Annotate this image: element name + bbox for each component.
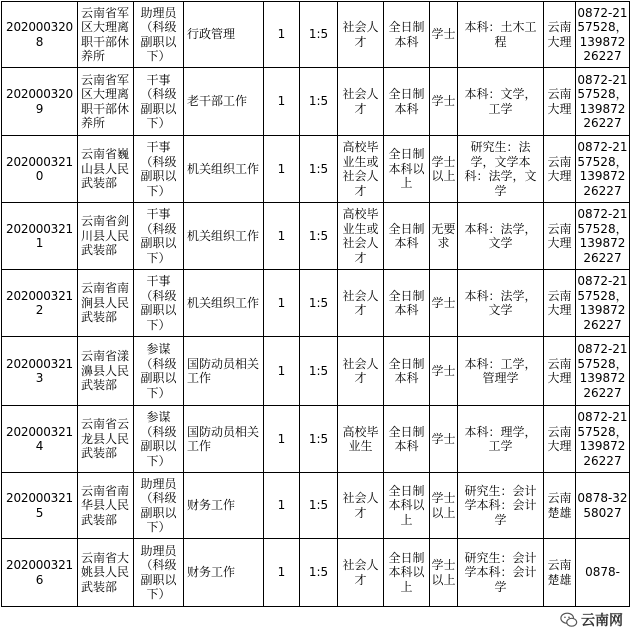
edu-cell: 全日制本科 (384, 203, 430, 270)
source-cell: 高校毕业生 (338, 406, 384, 473)
table-row (2, 203, 630, 270)
position-cell: 参谋（科级副职以下） (134, 406, 184, 473)
num-cell: 1 (264, 473, 300, 539)
degree-cell: 学士 (430, 68, 458, 136)
ratio-cell: 1:5 (300, 203, 338, 270)
major-cell: 本科：法学，文学 (458, 203, 544, 270)
degree-cell: 学士 (430, 2, 458, 68)
phone-cell: 0872-2157528，13987226227 (576, 406, 630, 473)
code-cell: 2020003209 (2, 68, 78, 136)
duty-cell: 机关组织工作 (184, 203, 264, 270)
major-cell: 研究生：会计学本科：会计学 (458, 473, 544, 539)
code-cell: 2020003210 (2, 136, 78, 203)
phone-cell: 0872-2157528，13987226227 (576, 136, 630, 203)
position-cell: 参谋（科级副职以下） (134, 337, 184, 406)
area-cell: 云南大理 (544, 270, 576, 337)
watermark-text: 云南网 (581, 613, 623, 629)
area-cell: 云南楚雄 (544, 473, 576, 539)
table-row (2, 2, 630, 68)
code-cell: 2020003212 (2, 270, 78, 337)
duty-cell: 机关组织工作 (184, 270, 264, 337)
position-cell: 干事（科级副职以下） (134, 203, 184, 270)
code-cell: 2020003208 (2, 2, 78, 68)
table-row (2, 473, 630, 539)
duty-cell: 财务工作 (184, 539, 264, 607)
phone-cell: 0872-2157528，13987226227 (576, 270, 630, 337)
code-cell: 2020003214 (2, 406, 78, 473)
degree-cell: 学士以上 (430, 136, 458, 203)
major-cell: 研究生：法学，文学本科：法学，文学 (458, 136, 544, 203)
phone-cell: 0872-2157528，13987226227 (576, 2, 630, 68)
edu-cell: 全日制本科以上 (384, 136, 430, 203)
edu-cell: 全日制本科以上 (384, 539, 430, 607)
area-cell: 云南大理 (544, 136, 576, 203)
unit-cell: 云南省巍山县人民武装部 (78, 136, 134, 203)
ratio-cell: 1:5 (300, 136, 338, 203)
num-cell: 1 (264, 203, 300, 270)
degree-cell: 学士 (430, 270, 458, 337)
ratio-cell: 1:5 (300, 2, 338, 68)
unit-cell: 云南省大姚县人民武装部 (78, 539, 134, 607)
phone-cell: 0872-2157528，13987226227 (576, 68, 630, 136)
unit-cell: 云南省军区大理离职干部休养所 (78, 2, 134, 68)
area-cell: 云南大理 (544, 203, 576, 270)
source-cell: 社会人才 (338, 473, 384, 539)
position-cell: 助理员（科级副职以下） (134, 473, 184, 539)
area-cell: 云南大理 (544, 2, 576, 68)
edu-cell: 全日制本科 (384, 2, 430, 68)
table-row (2, 539, 630, 607)
source-cell: 社会人才 (338, 337, 384, 406)
position-cell: 助理员（科级副职以下） (134, 539, 184, 607)
position-cell: 助理员（科级副职以下） (134, 2, 184, 68)
ratio-cell: 1:5 (300, 406, 338, 473)
source-cell: 高校毕业生或社会人才 (338, 136, 384, 203)
num-cell: 1 (264, 539, 300, 607)
area-cell: 云南大理 (544, 406, 576, 473)
edu-cell: 全日制本科 (384, 270, 430, 337)
phone-cell: 0872-2157528，13987226227 (576, 203, 630, 270)
table-row (2, 406, 630, 473)
degree-cell: 无要求 (430, 203, 458, 270)
code-cell: 2020003216 (2, 539, 78, 607)
ratio-cell: 1:5 (300, 68, 338, 136)
watermark (557, 609, 626, 631)
code-cell: 2020003213 (2, 337, 78, 406)
code-cell: 2020003215 (2, 473, 78, 539)
source-cell: 社会人才 (338, 68, 384, 136)
major-cell: 本科：文学，工学 (458, 68, 544, 136)
table-row (2, 337, 630, 406)
unit-cell: 云南省云龙县人民武装部 (78, 406, 134, 473)
num-cell: 1 (264, 2, 300, 68)
degree-cell: 学士以上 (430, 473, 458, 539)
phone-cell: 0878-3258027 (576, 473, 630, 539)
major-cell: 本科：工学，管理学 (458, 337, 544, 406)
num-cell: 1 (264, 68, 300, 136)
source-cell: 高校毕业生或社会人才 (338, 203, 384, 270)
ratio-cell: 1:5 (300, 270, 338, 337)
area-cell: 云南楚雄 (544, 539, 576, 607)
duty-cell: 老干部工作 (184, 68, 264, 136)
major-cell: 本科：法学，文学 (458, 270, 544, 337)
source-cell: 社会人才 (338, 270, 384, 337)
ratio-cell: 1:5 (300, 473, 338, 539)
phone-cell: 0878- (576, 539, 630, 607)
area-cell: 云南大理 (544, 68, 576, 136)
edu-cell: 全日制本科 (384, 406, 430, 473)
edu-cell: 全日制本科 (384, 68, 430, 136)
unit-cell: 云南省剑川县人民武装部 (78, 203, 134, 270)
recruitment-table (1, 1, 630, 607)
table-row (2, 270, 630, 337)
area-cell: 云南大理 (544, 337, 576, 406)
num-cell: 1 (264, 337, 300, 406)
major-cell: 本科：土木工程 (458, 2, 544, 68)
code-cell: 2020003211 (2, 203, 78, 270)
degree-cell: 学士以上 (430, 539, 458, 607)
num-cell: 1 (264, 406, 300, 473)
position-cell: 干事（科级副职以下） (134, 270, 184, 337)
num-cell: 1 (264, 270, 300, 337)
unit-cell: 云南省南华县人民武装部 (78, 473, 134, 539)
table-row (2, 136, 630, 203)
source-cell: 社会人才 (338, 2, 384, 68)
unit-cell: 云南省军区大理离职干部休养所 (78, 68, 134, 136)
degree-cell: 学士 (430, 406, 458, 473)
phone-cell: 0872-2157528，13987226227 (576, 337, 630, 406)
major-cell: 研究生：会计学本科：会计学 (458, 539, 544, 607)
unit-cell: 云南省漾濞县人民武装部 (78, 337, 134, 406)
position-cell: 干事（科级副职以下） (134, 136, 184, 203)
source-cell: 社会人才 (338, 539, 384, 607)
edu-cell: 全日制本科以上 (384, 473, 430, 539)
duty-cell: 国防动员相关工作 (184, 406, 264, 473)
unit-cell: 云南省南涧县人民武装部 (78, 270, 134, 337)
table-row (2, 68, 630, 136)
ratio-cell: 1:5 (300, 539, 338, 607)
degree-cell: 学士 (430, 337, 458, 406)
duty-cell: 行政管理 (184, 2, 264, 68)
major-cell: 本科：理学，工学 (458, 406, 544, 473)
duty-cell: 国防动员相关工作 (184, 337, 264, 406)
wechat-icon (560, 611, 578, 629)
position-cell: 干事（科级副职以下） (134, 68, 184, 136)
ratio-cell: 1:5 (300, 337, 338, 406)
edu-cell: 全日制本科 (384, 337, 430, 406)
duty-cell: 机关组织工作 (184, 136, 264, 203)
duty-cell: 财务工作 (184, 473, 264, 539)
num-cell: 1 (264, 136, 300, 203)
